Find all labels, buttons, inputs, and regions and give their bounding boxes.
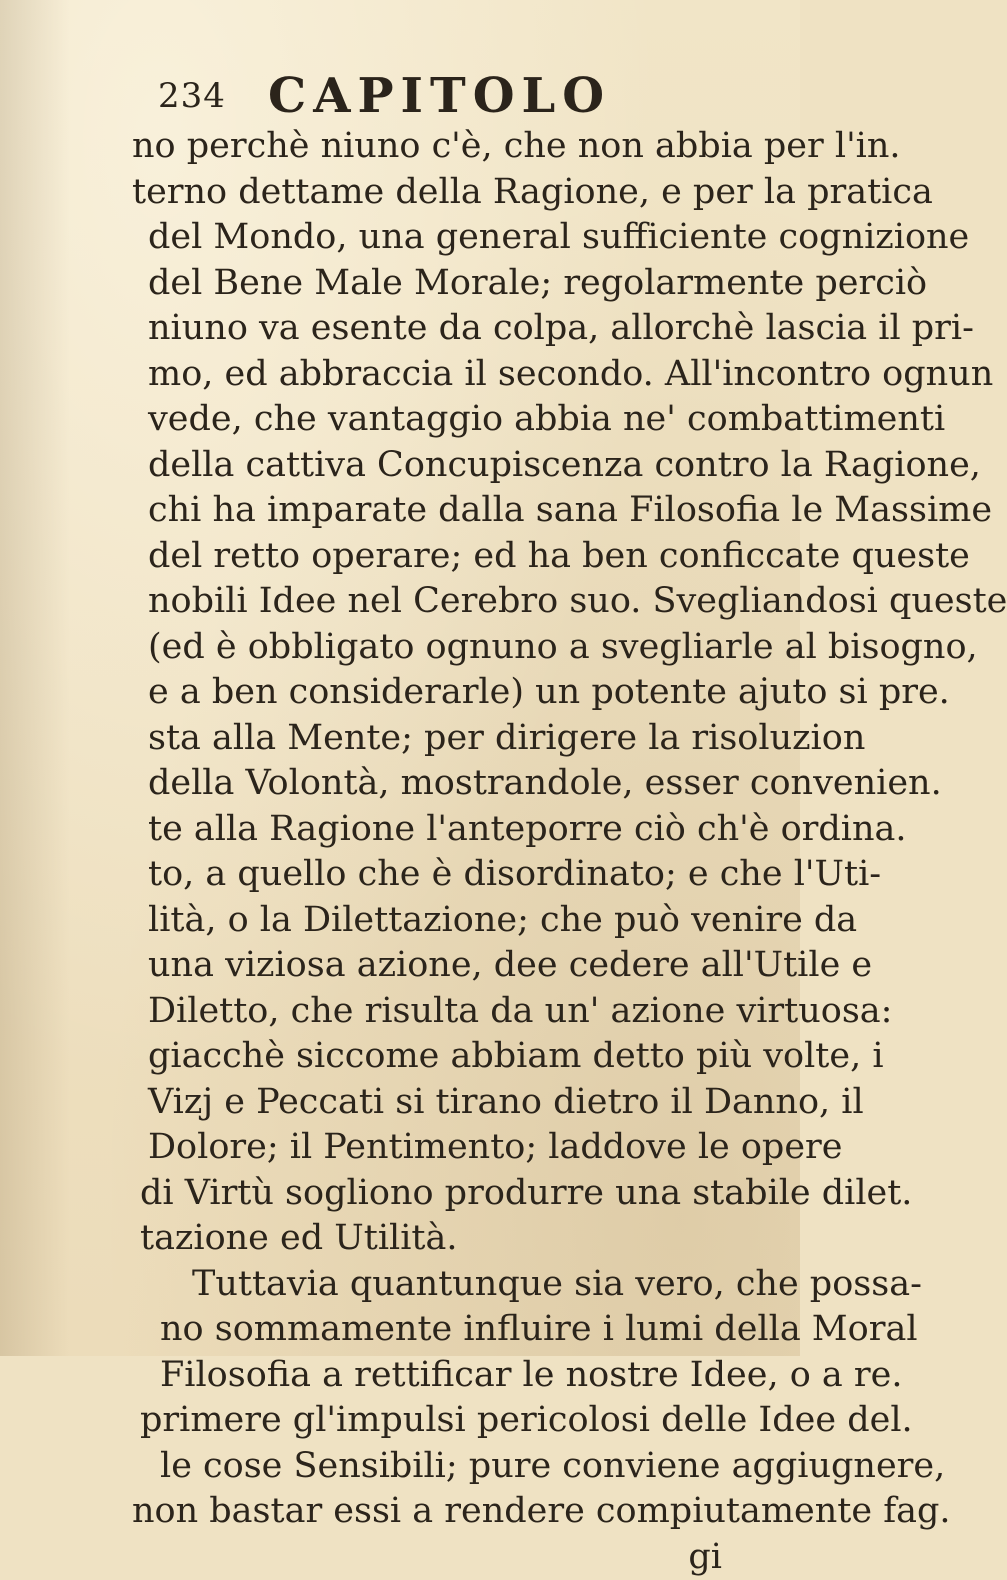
page-gutter-shadow: [0, 0, 70, 1356]
text-line: giacchè siccome abbiam detto più volte, i: [132, 1034, 752, 1080]
paragraph-start-line: Tuttavia quantunque sia vero, che possa-: [132, 1262, 752, 1308]
text-line: non bastar essi a rendere compiutamente fag.: [132, 1489, 752, 1535]
text-line: della Volontà, mostrandole, esser convenien.: [132, 761, 752, 807]
text-line: di Virtù sogliono produrre una stabile dilet.: [132, 1171, 752, 1217]
body-text: [132, 124, 752, 1580]
text-line: Vizj e Peccati si tirano dietro il Danno, il: [132, 1080, 752, 1126]
text-line: tazione ed Utilità.: [132, 1216, 752, 1262]
text-line: Dolore; il Pentimento; laddove le opere: [132, 1125, 752, 1171]
text-line: to, a quello che è disordinato; e che l'Uti-: [132, 852, 752, 898]
text-line: terno dettame della Ragione, e per la pratica: [132, 170, 752, 216]
text-line: no perchè niuno c'è, che non abbia per l'in.: [132, 124, 752, 170]
text-line: e a ben considerarle) un potente ajuto si pre.: [132, 670, 752, 716]
text-line: niuno va esente da colpa, allorchè lascia il pri-: [132, 306, 752, 352]
text-line: del Bene Male Morale; regolarmente perciò: [132, 261, 752, 307]
text-line: lità, o la Dilettazione; che può venire da: [132, 898, 752, 944]
text-line: te alla Ragione l'anteporre ciò ch'è ordina.: [132, 807, 752, 853]
text-line: le cose Sensibili; pure conviene aggiugnere,: [132, 1444, 752, 1490]
text-line: una viziosa azione, dee cedere all'Utile e: [132, 943, 752, 989]
text-line: Filosofia a rettificar le nostre Idee, o a re.: [132, 1353, 752, 1399]
text-line: sta alla Mente; per dirigere la risoluzion: [132, 716, 752, 762]
text-line: nobili Idee nel Cerebro suo. Svegliandosi queste: [132, 579, 752, 625]
catchword: gi: [132, 1535, 752, 1580]
text-line: vede, che vantaggio abbia ne' combattimenti: [132, 397, 752, 443]
text-line: Diletto, che risulta da un' azione virtuosa:: [132, 989, 752, 1035]
text-line: del retto operare; ed ha ben conficcate queste: [132, 534, 752, 580]
text-line: del Mondo, una general sufficiente cognizione: [132, 215, 752, 261]
text-line: mo, ed abbraccia il secondo. All'incontro ognun: [132, 352, 752, 398]
page-header: [158, 68, 718, 128]
text-line: (ed è obbligato ognuno a svegliarle al bisogno,: [132, 625, 752, 671]
text-line: no sommamente influire i lumi della Moral: [132, 1307, 752, 1353]
running-head: CAPITOLO: [268, 68, 611, 124]
page-number: 234: [158, 76, 226, 116]
text-line: primere gl'impulsi pericolosi delle Idee del.: [132, 1398, 752, 1444]
text-line: della cattiva Concupiscenza contro la Ragione,: [132, 443, 752, 489]
text-line: chi ha imparate dalla sana Filosofia le Massime: [132, 488, 752, 534]
